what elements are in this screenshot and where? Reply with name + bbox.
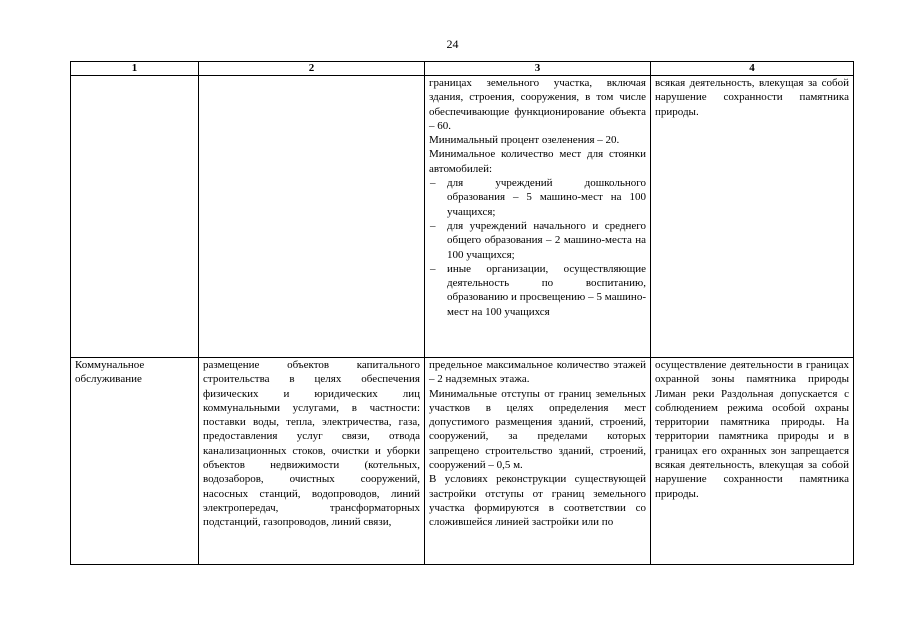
- column-header-2: 2: [199, 62, 425, 76]
- row2-col3-cell: [425, 358, 651, 565]
- row2-col4-text: осуществление деятельности в границах охранной зоны памятника природы Лиман реки Раздольная допускается с соблюдением режима особой охраны территории памятника природы. На территории памятника природы и в границах его охранных зон запрещается всякая деятельность, влекущая за собой нарушение сохранности памятника природы.: [655, 359, 849, 500]
- table-header-row: [71, 62, 854, 76]
- list-item: – иные организации, осуществляющие деятельность по воспитанию, образованию и просвещению – 5 машино-мест на 100 учащихся: [429, 262, 646, 319]
- column-header-3: 3: [425, 62, 651, 76]
- table-row: [71, 358, 854, 565]
- column-header-4: 4: [651, 62, 854, 76]
- row1-col3-cell: [425, 76, 651, 358]
- row1-col3-paragraph: Минимальное количество мест для стоянки автомобилей:: [429, 148, 646, 175]
- row1-col3-paragraph: Минимальный процент озеленения – 20.: [429, 134, 620, 147]
- land-use-type: Коммунальное обслуживание: [75, 359, 145, 386]
- row2-col1-cell: [71, 358, 199, 565]
- page-number: 24: [446, 37, 459, 51]
- row1-col2-cell: [199, 76, 425, 358]
- column-header-1: 1: [71, 62, 199, 76]
- row1-col4-cell: [651, 76, 854, 358]
- row2-col2-cell: [199, 358, 425, 565]
- list-item: – для учреждений дошкольного образования – 5 машино-мест на 100 учащихся;: [429, 176, 646, 219]
- row1-col4-text: всякая деятельность, влекущая за собой нарушение сохранности памятника природы.: [655, 77, 849, 118]
- regulations-table: [70, 61, 854, 565]
- row2-col3-paragraph: В условиях реконструкции существующей застройки отступы от границ земельного участка формируются в соответствии со сложившейся линией застройки или по: [429, 473, 646, 529]
- list-item: – для учреждений начального и среднего общего образования – 2 машино-места на 100 учащихся;: [429, 219, 646, 262]
- row2-col3-paragraph: предельное максимальное количество этажей – 2 надземных этажа.: [429, 359, 646, 386]
- row1-col1-cell: [71, 76, 199, 358]
- table-row: [71, 76, 854, 358]
- row2-col3-paragraph: Минимальные отступы от границ земельных участков в целях определения мест допустимого размещения зданий, строений, сооружений, за пределами которых запрещено строительство зданий, строений, сооружений – 0,5 м.: [429, 387, 646, 472]
- parking-requirements-list: [429, 176, 646, 319]
- row2-col4-cell: [651, 358, 854, 565]
- row1-col3-paragraph: границах земельного участка, включая здания, строения, сооружения, в том числе обеспечивающие функционирование объекта – 60.: [429, 77, 646, 132]
- row2-col2-text: размещение объектов капитального строительства в целях обеспечения физических и юридических лиц коммунальными услугами, в частности: поставки воды, тепла, электричества, газа, предоставления услуг связи, отвода канализационных стоков, очистки и уборки объектов недвижимости (котельных, водозаборов, очистных сооружений, насосных станций, водопроводов, линий электропередач, трансформаторных подстанций, газопроводов, линий связи,: [203, 359, 420, 529]
